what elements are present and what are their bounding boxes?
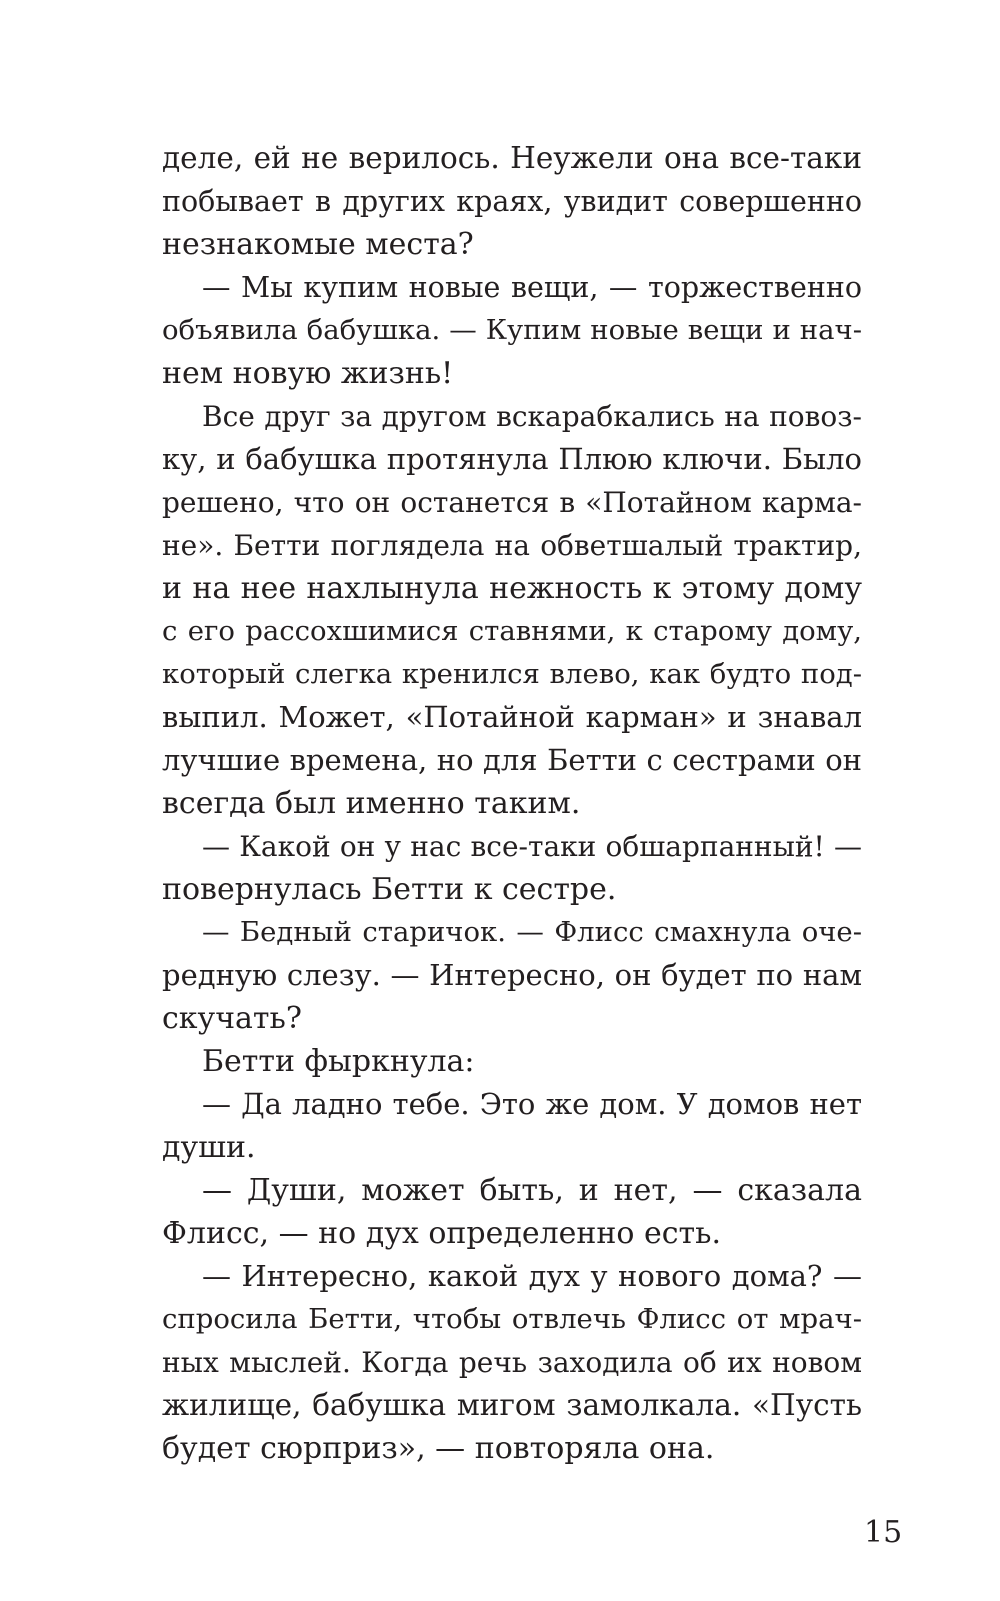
page-number: 15: [864, 1515, 903, 1550]
text-line: не». Бетти поглядела на обветшалый трактир,: [162, 529, 862, 562]
text-line: с его рассохшимися ставнями, к старому дому,: [162, 615, 862, 647]
text-line: решено, что он останется в «Потайном карма-: [162, 486, 862, 519]
text-line: спросила Бетти, чтобы отвлечь Флисс от мрач-: [162, 1303, 862, 1335]
text-line: Все друг за другом вскарабкались на повоз-: [202, 400, 862, 433]
text-line: скучать?: [162, 1001, 302, 1036]
text-line: души.: [162, 1130, 256, 1165]
text-line: жилище, бабушка мигом замолкала. «Пусть: [162, 1388, 862, 1422]
text-line: лучшие времена, но для Бетти с сестрами он: [162, 743, 862, 777]
text-line: ных мыслей. Когда речь заходила об их новом: [162, 1346, 862, 1379]
text-line: ку, и бабушка протянула Плюю ключи. Было: [162, 442, 862, 476]
text-line: будет сюрприз», — повторяла она.: [162, 1431, 715, 1466]
text-line: повернулась Бетти к сестре.: [162, 872, 617, 907]
text-line: — Да ладно тебе. Это же дом. У домов нет: [202, 1087, 862, 1121]
text-line: — Интересно, какой дух у нового дома? —: [202, 1259, 862, 1293]
body-text: [162, 137, 862, 1470]
text-line: — Души, может быть, и нет, — сказала: [202, 1173, 862, 1208]
text-line: нем новую жизнь!: [162, 356, 454, 391]
text-line: выпил. Может, «Потайной карман» и знавал: [162, 700, 862, 734]
text-line: — Бедный старичок. — Флисс смахнула оче-: [202, 916, 862, 948]
text-line: который слегка кренился влево, как будто под-: [162, 658, 862, 690]
text-line: Флисс, — но дух определенно есть.: [162, 1216, 721, 1251]
text-line: незнакомые места?: [162, 227, 474, 262]
text-line: редную слезу. — Интересно, он будет по нам: [162, 958, 862, 992]
text-line: — Мы купим новые вещи, — торжественно: [202, 271, 862, 304]
text-line: объявила бабушка. — Купим новые вещи и нач-: [162, 314, 862, 346]
text-line: всегда был именно таким.: [162, 786, 581, 821]
text-line: и на нее нахлынула нежность к этому дому: [162, 571, 862, 606]
text-line: Бетти фыркнула:: [202, 1044, 475, 1079]
text-line: побывает в других краях, увидит совершенно: [162, 185, 862, 218]
text-line: — Какой он у нас все-таки обшарпанный! —: [202, 830, 862, 863]
text-line: деле, ей не верилось. Неужели она все-таки: [162, 141, 862, 175]
